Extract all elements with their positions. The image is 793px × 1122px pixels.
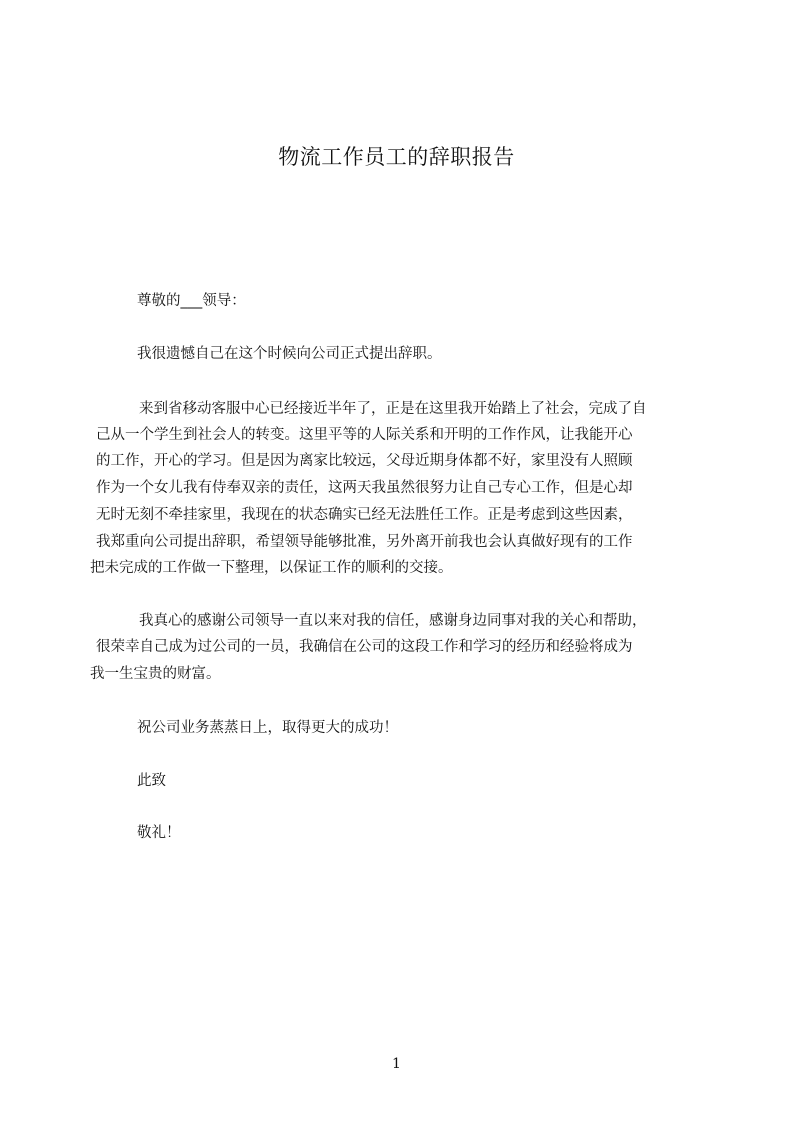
paragraph-2-line: 来到省移动客服中心已经接近半年了，正是在这里我开始踏上了社会，完成了自 xyxy=(139,401,647,417)
paragraph-2-line: 己从一个学生到社会人的转变。这里平等的人际关系和开明的工作作风，让我能开心 xyxy=(96,427,633,443)
salutation: 尊敬的___领导： xyxy=(137,293,246,309)
paragraph-3-line: 我一生宝贵的财富。 xyxy=(90,666,221,682)
wish-line: 祝公司业务蒸蒸日上，取得更大的成功！ xyxy=(137,720,398,736)
closing-line-2: 敬礼！ xyxy=(137,825,181,841)
paragraph-2-line: 作为一个女儿我有侍奉双亲的责任，这两天我虽然很努力让自己专心工作，但是心却 xyxy=(96,480,633,496)
closing-line-1: 此致 xyxy=(137,773,166,789)
paragraph-2-line: 我郑重向公司提出辞职，希望领导能够批准，另外离开前我也会认真做好现有的工作 xyxy=(96,534,633,550)
paragraph-1: 我很遗憾自己在这个时候向公司正式提出辞职。 xyxy=(137,346,442,362)
paragraph-2-line: 无时无刻不牵挂家里，我现在的状态确实已经无法胜任工作。正是考虑到这些因素， xyxy=(96,507,633,523)
paragraph-2-line: 把未完成的工作做一下整理，以保证工作的顺利的交接。 xyxy=(90,560,453,576)
paragraph-2-line: 的工作，开心的学习。但是因为离家比较远，父母近期身体都不好，家里没有人照顾 xyxy=(96,453,633,469)
paragraph-3-line: 我真心的感谢公司领导一直以来对我的信任，感谢身边同事对我的关心和帮助， xyxy=(139,613,647,629)
document-title: 物流工作员工的辞职报告 xyxy=(278,145,515,169)
paragraph-3-line: 很荣幸自己成为过公司的一员，我确信在公司的这段工作和学习的经历和经验将成为 xyxy=(96,639,633,655)
page-number: 1 xyxy=(392,1056,401,1072)
